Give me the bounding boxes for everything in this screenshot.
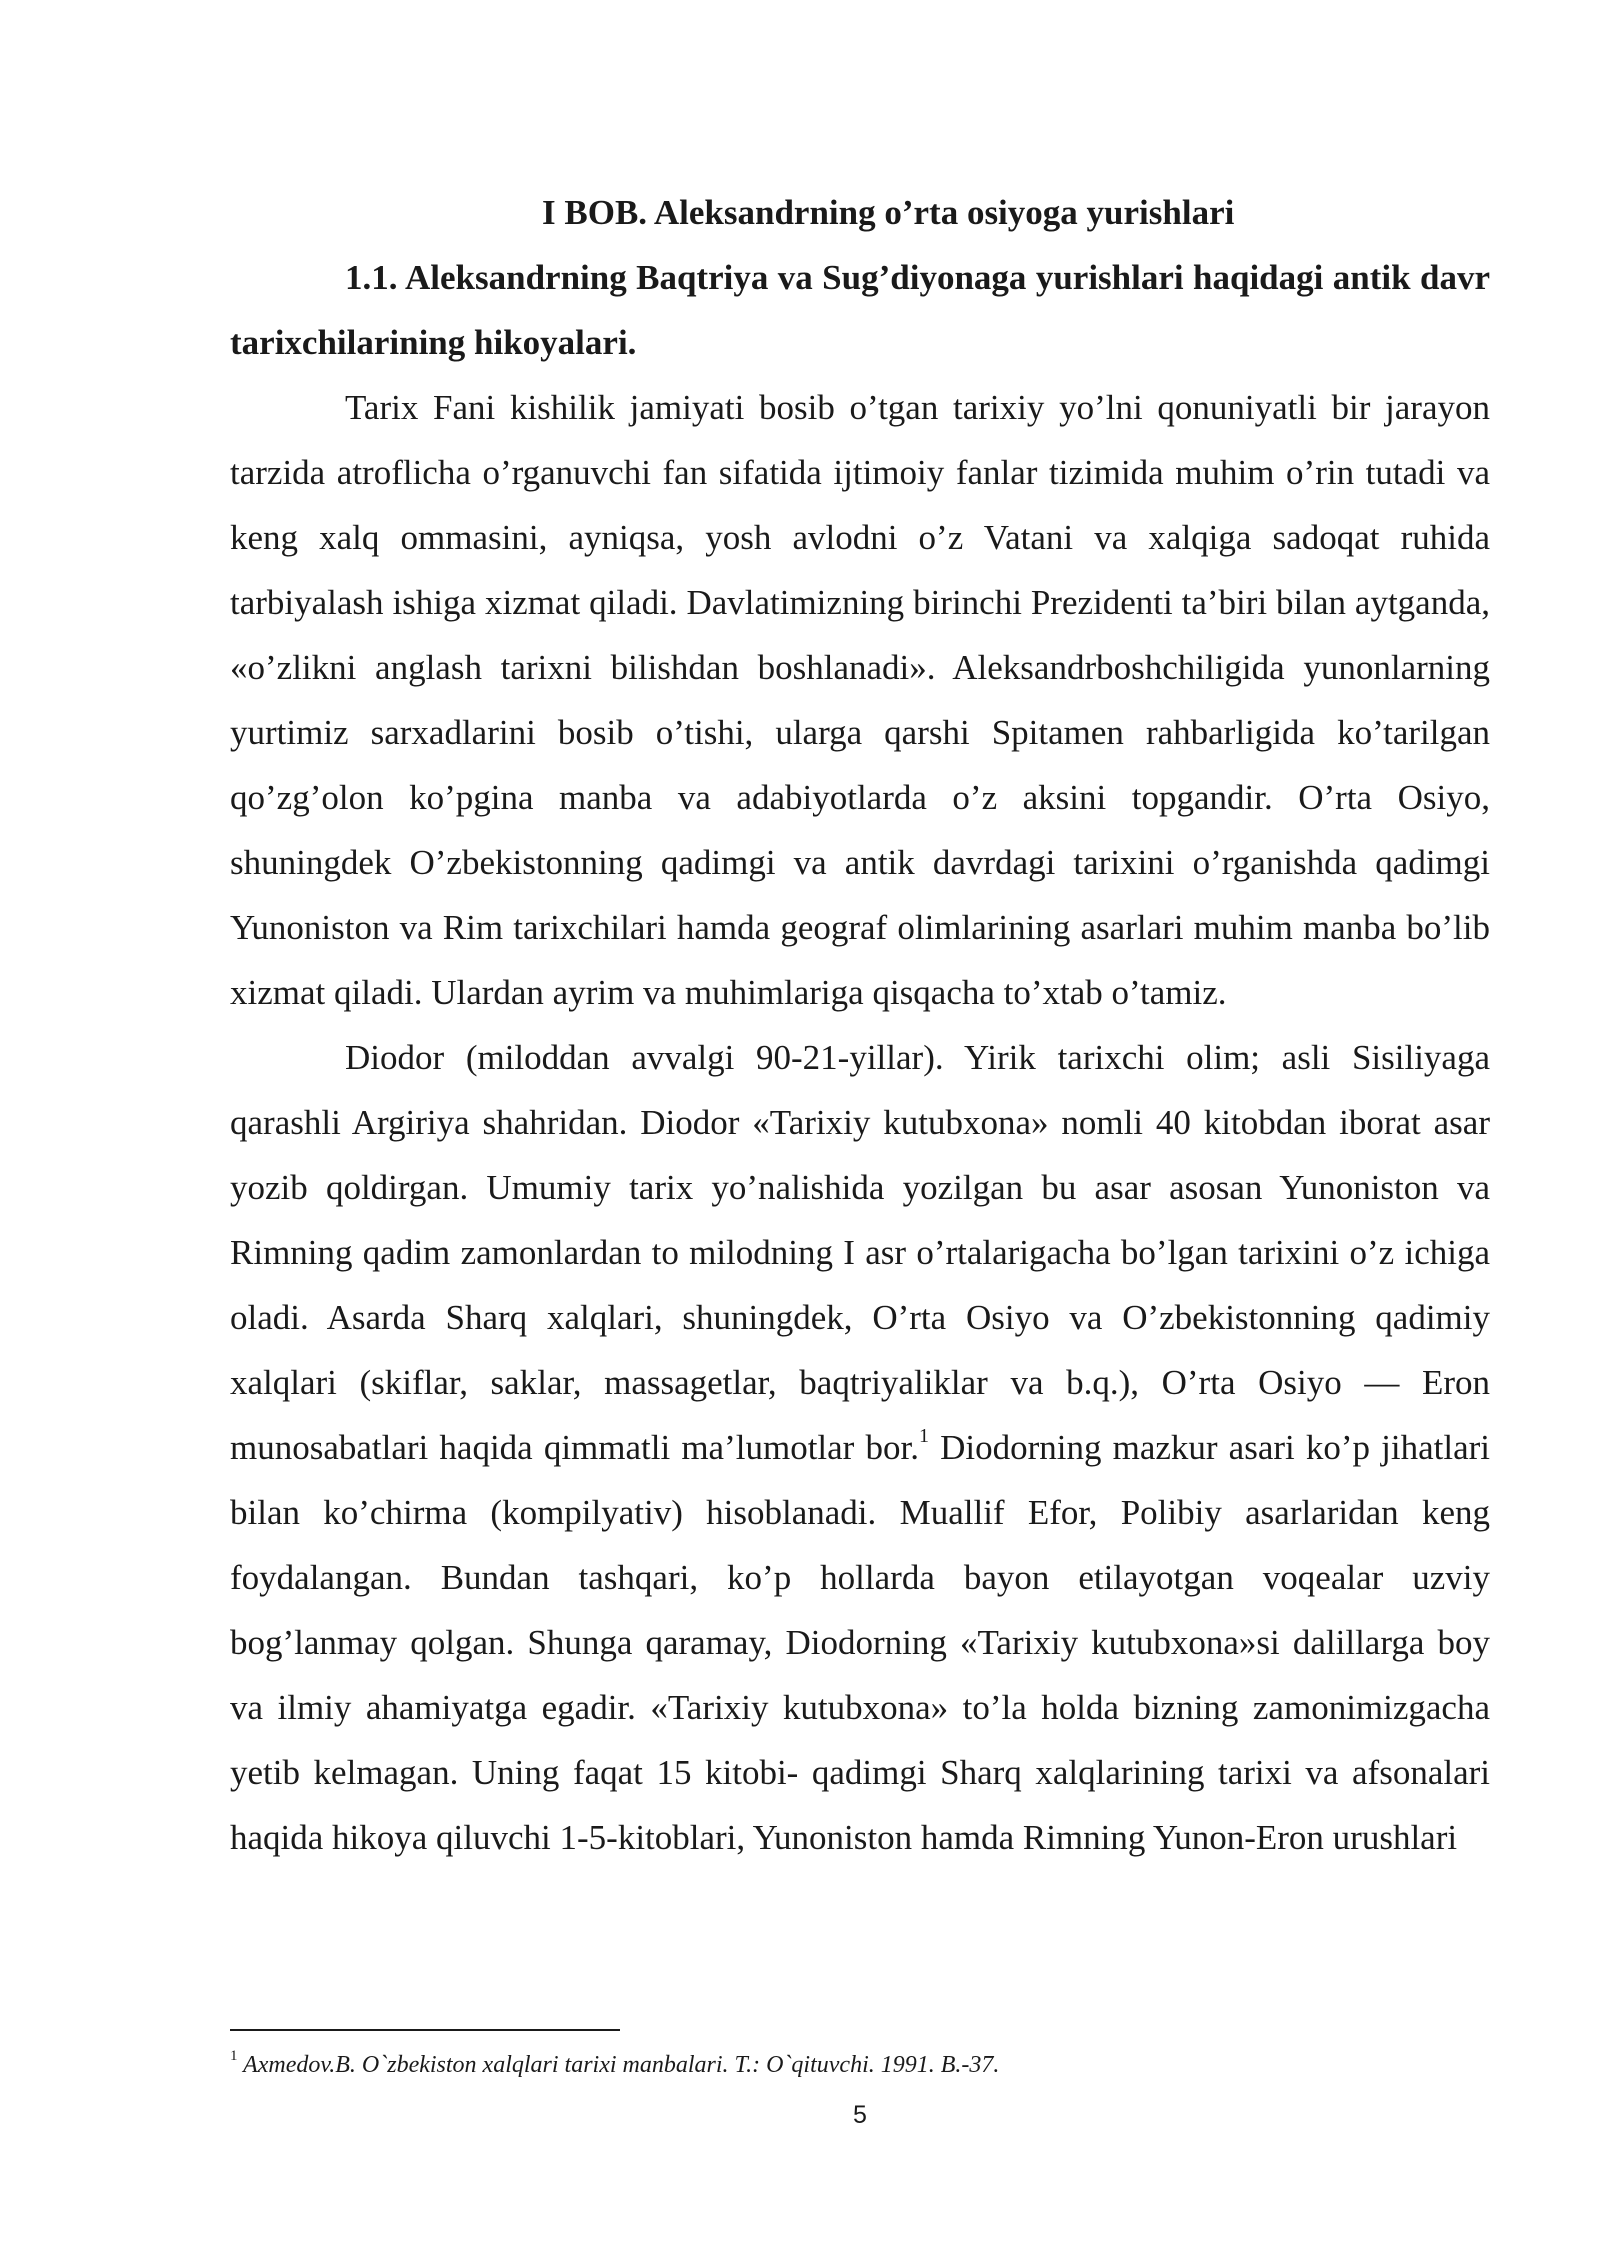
page-body bbox=[230, 180, 1490, 1870]
footnote-marker: 1 bbox=[230, 2048, 238, 2064]
paragraph-1: Tarix Fani kishilik jamiyati bosib o’tgan tarixiy yo’lni qonuniyatli bir jarayon tarzida atroflicha o’rganuvchi fan sifatida ijtimoiy fanlar tizimida muhim o’rin tutadi va keng xalq ommasini, ayniqsa, yosh avlodni o’z Vatani va xalqiga sadoqat ruhida tarbiyalash ishiga xizmat qiladi. Davlatimizning birinchi Prezidenti ta’biri bilan aytganda, «o’zlikni anglash tarixni bilishdan boshlanadi». Aleksandrboshchiligida yunonlarning yurtimiz sarxadlarini bosib o’tishi, ularga qarshi Spitamen rahbarligida ko’tarilgan qo’zg’olon ko’pgina manba va adabiyotlarda o’z aksini topgandir. O’rta Osiyo, shuningdek O’zbekistonning qadimgi va antik davrdagi tarixini o’rganishda qadimgi Yunoniston va Rim tarixchilari hamda geograf olimlarining asarlari muhim manba bo’lib xizmat qiladi. Ulardan ayrim va muhimlariga qisqacha to’xtab o’tamiz. bbox=[230, 388, 1490, 1012]
page-number: 5 bbox=[853, 2101, 867, 2129]
footnote-reference[interactable]: 1 bbox=[918, 1425, 929, 1448]
footnote-separator bbox=[230, 2029, 620, 2031]
section-title: 1.1. Aleksandrning Baqtriya va Sug’diyonaga yurishlari haqidagi antik davr tarixchilarining hikoyalari. bbox=[230, 258, 1490, 362]
paragraph-2-text-a: Diodor (miloddan avvalgi 90-21-yillar). Yirik tarixchi olim; asli Sisiliyaga qarashli Argiriya shahridan. Diodor «Tarixiy kutubxona» nomli 40 kitobdan iborat asar yozib qoldirgan. Umumiy tarix yo’nalishida yozilgan bu asar asosan Yunoniston va Rimning qadim zamonlardan to milodning I asr o’rtalarigacha bo’lgan tarixini o’z ichiga oladi. Asarda Sharq xalqlari, shuningdek, O’rta Osiyo va O’zbekistonning qadimiy xalqlari (skiflar, saklar, massagetlar, baqtriyaliklar va b.q.), O’rta Osiyo — Eron munosabatlari haqida qimmatli ma’lumotlar bor. bbox=[230, 1038, 1490, 1467]
paragraph-2-text-b: Diodorning mazkur asari ko’p jihatlari bilan ko’chirma (kompilyativ) hisoblanadi. Muallif Efor, Polibiy asarlaridan keng foydalangan. Bundan tashqari, ko’p hollarda bayon etilayotgan voqealar uzviy bog’lanmay qolgan. Shunga qaramay, Diodorning «Tarixiy kutubxona»si dalillarga boy va ilmiy ahamiyatga egadir. «Tarixiy kutubxona» to’la holda bizning zamonimizgacha yetib kelmagan. Uning faqat 15 kitobi- qadimgi Sharq xalqlarining tarixi va afsonalari haqida hikoya qiluvchi 1-5-kitoblari, Yunoniston hamda Rimning Yunon-Eron urushlari bbox=[230, 1428, 1490, 1857]
chapter-title: I BOB. Aleksandrning o’rta osiyoga yurishlari bbox=[542, 193, 1235, 232]
footnote-text: Axmedov.B. O`zbekiston xalqlari tarixi manbalari. T.: O`qituvchi. 1991. B.-37. bbox=[243, 2052, 1000, 2078]
paragraph-2 bbox=[230, 1025, 1490, 1870]
footnote bbox=[230, 2044, 1490, 2080]
